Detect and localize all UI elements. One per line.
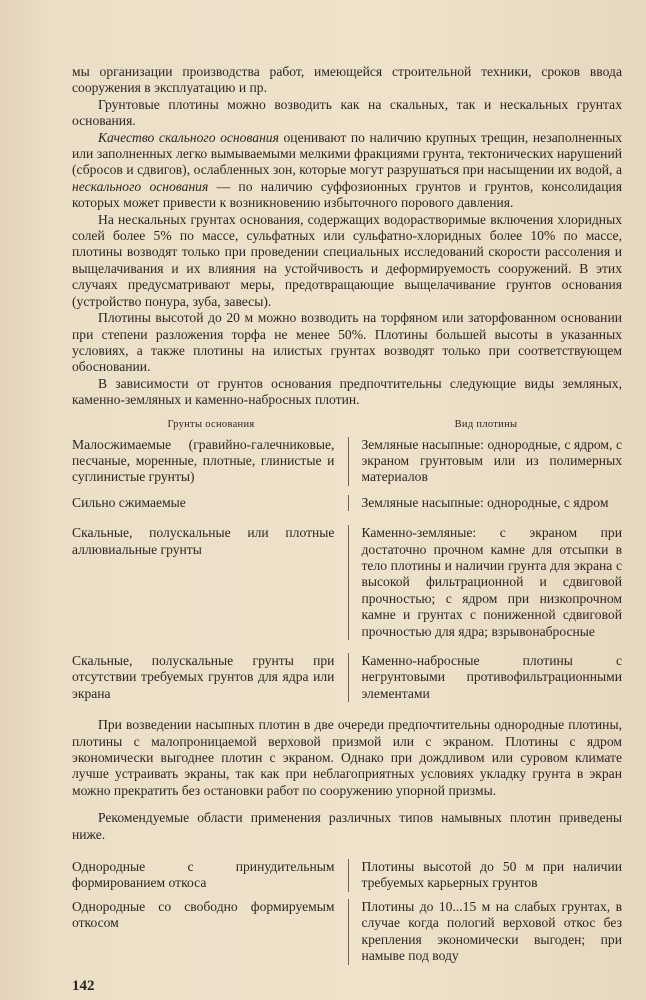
paragraph: При возведении насыпных плотин в две очереди предпочтительны однородные плотины, плотины с малопроницаемой верховой призмой или с экраном. Плотины с ядром экономически выгоднее плотин с экраном. Однако при дождливом или суровом климате лучше устраивать экраны, так как при неблагоприятных условиях укладку грунта в экран можно прекратить без остановки работ по сооружению упорной призмы. <box>72 717 622 798</box>
dam-type-cell: Однородные с принудительным формированием откоса <box>72 859 335 891</box>
application-cell: Плотины высотой до 50 м при наличии требуемых карьерных грунтов <box>348 859 622 892</box>
foundation-dam-table <box>72 419 622 703</box>
text-block-top <box>72 64 622 409</box>
paragraph: Качество скального основания оценивают по наличию крупных трещин, незаполненных или заполненных легко вымываемыми мелкими фракциями грунта, тектонических нарушений (сбросов и сдвигов), ослабленных зон, которые могут разрушаться при насыщении их водой, а нескального основания — по наличию суффозионных грунтов и грунтов, консолидация которых может привести к возникновению избыточного порового давления. <box>72 129 623 211</box>
soil-cell: Малосжимаемые (гравийно-галечниковые, песчаные, моренные, плотные, глинистые и суглинистые грунты) <box>72 436 335 485</box>
soil-cell: Скальные, полускальные грунты при отсутствии требуемых грунтов для ядра или экрана <box>72 653 335 701</box>
table-header <box>72 419 622 430</box>
hydraulic-fill-dam-table <box>72 859 622 964</box>
table-row <box>72 495 622 511</box>
table-row <box>72 899 622 965</box>
header-dam-type: Вид плотины <box>454 418 518 430</box>
paragraph: На нескальных грунтах основания, содержащих водорастворимые включения хлоридных солей более 5% по массе, сульфатных или сульфатно-хлоридных более 10% по массе, плотины возводят только при проведении специальных исследований скорости рассоления и выщелачивания и их влияния на устойчивость и деформируемость сооружений. В этих случаях предусматривают меры, предотвращающие выщелачивание грунтов основания (устройство понура, зуба, завесы). <box>72 211 622 309</box>
dam-type-cell: Каменно-земляные: с экраном при достаточно прочном камне для отсыпки в тело плотины и наличии грунта для экрана с высокой фильтрационной и сдвиговой прочностью; с ядром при низкопрочном камне и грунтах с пониженной сдвиговой прочностью для ядра; взрывонабросные <box>348 525 622 640</box>
paragraph: В зависимости от грунтов основания предпочтительны следующие виды земляных, каменно-земляных и каменно-набросных плотин. <box>72 375 622 408</box>
dam-type-cell: Земляные насыпные: однородные, с ядром, с экраном грунтовым или из полимерных материалов <box>348 437 622 486</box>
text-block-mid <box>72 717 622 843</box>
table-row <box>72 653 622 702</box>
header-foundation-soils: Грунты основания <box>167 418 255 430</box>
application-cell: Плотины до 10...15 м на слабых грунтах, в случае когда пологий верховой откос без крепления экономически выгоден; при намыве под воду <box>348 899 622 965</box>
table-row <box>72 525 622 640</box>
table-row <box>72 437 622 486</box>
soil-cell: Скальные, полускальные или плотные аллювиальные грунты <box>72 525 335 557</box>
dam-type-cell: Однородные со свободно формируемым откосом <box>72 898 335 931</box>
paragraph: Плотины высотой до 20 м можно возводить на торфяном или заторфованном основании при степени разложения торфа не менее 50%. Плотины большей высоты в указанных условиях, а также плотины на илистых грунтах возводят только при соответствующем обосновании. <box>72 310 622 375</box>
table-row <box>72 859 622 892</box>
paragraph: Грунтовые плотины можно возводить как на скальных, так и нескальных грунтах основания. <box>72 96 622 129</box>
dam-type-cell: Земляные насыпные: однородные, с ядром <box>348 495 622 511</box>
dam-type-cell: Каменно-набросные плотины с негрунтовыми противофильтрационными элементами <box>348 653 622 702</box>
soil-cell: Сильно сжимаемые <box>72 494 186 510</box>
paragraph: мы организации производства работ, имеющейся строительной техники, сроков ввода сооружения в эксплуатацию и пр. <box>72 64 622 96</box>
paragraph: Рекомендуемые области применения различных типов намывных плотин приведены ниже. <box>72 810 622 842</box>
page-number: 142 <box>72 978 95 994</box>
